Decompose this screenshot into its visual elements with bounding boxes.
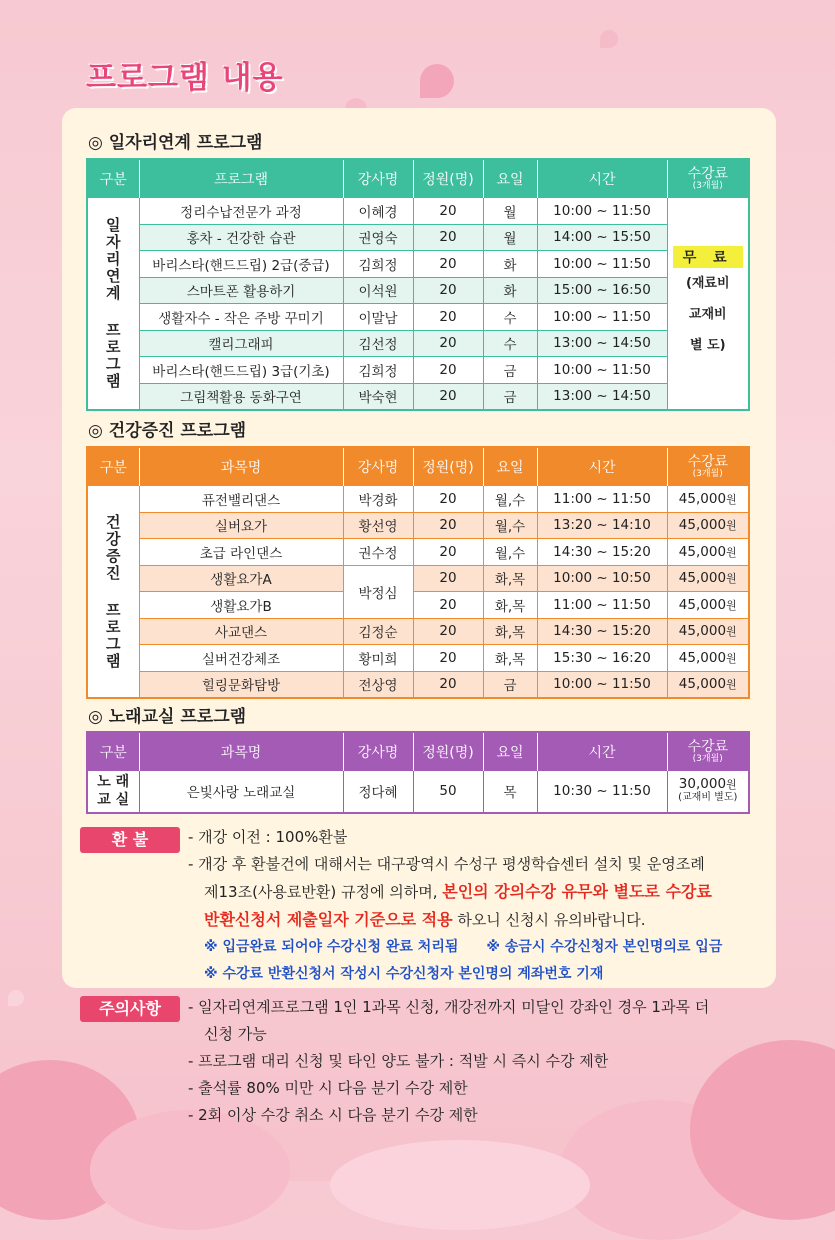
day: 월,수 — [483, 486, 537, 513]
table-row — [87, 330, 749, 357]
table-row — [87, 512, 749, 539]
fee — [667, 618, 749, 645]
table-row — [87, 645, 749, 672]
category-cell — [87, 198, 139, 411]
fee-amount: 45,000 — [678, 490, 727, 507]
col-category: 구분 — [87, 159, 139, 198]
col-category: 구분 — [87, 447, 139, 486]
col-time: 시간 — [537, 159, 667, 198]
fee-amount: 45,000 — [678, 676, 727, 693]
category-label: 일자리연계 프로그램 — [103, 217, 122, 390]
fee-amount: 45,000 — [678, 543, 727, 560]
col-category: 구분 — [87, 732, 139, 771]
fee — [667, 486, 749, 513]
capacity: 20 — [413, 357, 483, 384]
col-day: 요일 — [483, 447, 537, 486]
caution-tag: 주의사항 — [80, 996, 180, 1022]
fee — [667, 565, 749, 592]
fee — [667, 671, 749, 698]
subject-name: 실버건강체조 — [139, 645, 343, 672]
col-day: 요일 — [483, 732, 537, 771]
fee-unit: 원 — [726, 651, 737, 665]
fee-unit: 원 — [726, 625, 737, 639]
instructor: 이혜경 — [343, 198, 413, 225]
time: 10:00 ~ 11:50 — [537, 304, 667, 331]
time: 15:00 ~ 16:50 — [537, 277, 667, 304]
fee-amount: 45,000 — [678, 649, 727, 666]
caution-line: - 출석률 80% 미만 시 다음 분기 수강 제한 — [188, 1079, 468, 1097]
col-fee: 수강료 (3개월) — [667, 447, 749, 486]
instructor: 김정순 — [343, 618, 413, 645]
time: 10:00 ~ 11:50 — [537, 357, 667, 384]
table-row — [87, 618, 749, 645]
instructor: 박정심 — [343, 565, 413, 618]
instructor: 박숙현 — [343, 383, 413, 410]
col-program: 프로그램 — [139, 159, 343, 198]
day: 금 — [483, 357, 537, 384]
capacity: 20 — [413, 618, 483, 645]
program-name: 정리수납전문가 과정 — [139, 198, 343, 225]
fee-amount: 45,000 — [678, 570, 727, 587]
refund-note: ※ 수강료 반환신청서 작성시 수강신청자 본인명의 계좌번호 기재 — [204, 966, 604, 982]
table-row — [87, 486, 749, 513]
refund-line: - 개강 후 환불건에 대해서는 대구광역시 수성구 평생학습센터 설치 및 운영조례 — [188, 855, 705, 873]
caution-line: - 2회 이상 수강 취소 시 다음 분기 수강 제한 — [188, 1106, 478, 1124]
col-fee: 수강료 (3개월) — [667, 159, 749, 198]
time: 13:20 ~ 14:10 — [537, 512, 667, 539]
time: 10:00 ~ 11:50 — [537, 198, 667, 225]
job-program-table — [86, 158, 750, 411]
time: 14:30 ~ 15:20 — [537, 618, 667, 645]
instructor: 황선영 — [343, 512, 413, 539]
instructor: 이석원 — [343, 277, 413, 304]
day: 월,수 — [483, 539, 537, 566]
instructor: 김희정 — [343, 357, 413, 384]
time: 13:00 ~ 14:50 — [537, 330, 667, 357]
table-row — [87, 671, 749, 698]
fee — [667, 539, 749, 566]
instructor: 이말남 — [343, 304, 413, 331]
instructor: 정다혜 — [343, 771, 413, 813]
table-row — [87, 198, 749, 225]
blossom-decoration — [420, 64, 454, 98]
table-row — [87, 771, 749, 813]
program-name: 캘리그래피 — [139, 330, 343, 357]
fee-amount: 45,000 — [678, 517, 727, 534]
day: 월,수 — [483, 512, 537, 539]
program-name: 생활자수 - 작은 주방 꾸미기 — [139, 304, 343, 331]
health-program-title: ◎ 건강증진 프로그램 — [88, 421, 247, 441]
caution-line: - 프로그램 대리 신청 및 타인 양도 불가 : 적발 시 즉시 수강 제한 — [188, 1052, 609, 1070]
day: 월 — [483, 224, 537, 251]
table-row — [87, 357, 749, 384]
table-row — [87, 592, 749, 619]
fee-unit: 원 — [726, 519, 737, 533]
col-subject: 과목명 — [139, 732, 343, 771]
fee-unit: 원 — [726, 492, 737, 506]
day: 금 — [483, 383, 537, 410]
day: 수 — [483, 304, 537, 331]
singing-program-title: ◎ 노래교실 프로그램 — [88, 707, 247, 727]
refund-line: 반환신청서 제출일자 기준으로 적용 하오니 신청시 유의바랍니다. — [204, 910, 646, 929]
table-header — [87, 159, 749, 198]
instructor: 김희정 — [343, 251, 413, 278]
col-instructor: 강사명 — [343, 732, 413, 771]
day: 수 — [483, 330, 537, 357]
subject-name: 사교댄스 — [139, 618, 343, 645]
day: 화,목 — [483, 645, 537, 672]
fee-note: 별 도) — [689, 338, 726, 353]
time: 10:00 ~ 11:50 — [537, 251, 667, 278]
page-title: 프로그램 내용 — [86, 60, 284, 96]
instructor: 전상영 — [343, 671, 413, 698]
instructor: 박경화 — [343, 486, 413, 513]
col-capacity: 정원(명) — [413, 159, 483, 198]
program-name: 홍차 - 건강한 습관 — [139, 224, 343, 251]
fee-note: 교재비 — [688, 307, 727, 322]
day: 화 — [483, 277, 537, 304]
capacity: 20 — [413, 304, 483, 331]
day: 화,목 — [483, 565, 537, 592]
fee-amount: 45,000 — [678, 623, 727, 640]
fee — [667, 592, 749, 619]
col-instructor: 강사명 — [343, 447, 413, 486]
time: 10:00 ~ 11:50 — [537, 671, 667, 698]
capacity: 50 — [413, 771, 483, 813]
capacity: 20 — [413, 565, 483, 592]
capacity: 20 — [413, 671, 483, 698]
program-name: 스마트폰 활용하기 — [139, 277, 343, 304]
time: 14:00 ~ 15:50 — [537, 224, 667, 251]
cloud-decoration — [330, 1140, 590, 1230]
fee-cell — [667, 198, 749, 411]
blossom-decoration — [600, 30, 618, 48]
capacity: 20 — [413, 251, 483, 278]
capacity: 20 — [413, 592, 483, 619]
fee-amount: 45,000 — [678, 596, 727, 613]
day: 화 — [483, 251, 537, 278]
table-row — [87, 539, 749, 566]
table-row — [87, 565, 749, 592]
refund-notes — [188, 824, 722, 988]
job-program-title: ◎ 일자리연계 프로그램 — [88, 133, 263, 153]
instructor: 김선정 — [343, 330, 413, 357]
program-name: 바리스타(핸드드립) 2급(중급) — [139, 251, 343, 278]
col-time: 시간 — [537, 732, 667, 771]
capacity: 20 — [413, 224, 483, 251]
category-label: 건강증진 프로그램 — [103, 513, 122, 670]
subject-name: 초급 라인댄스 — [139, 539, 343, 566]
instructor: 황미희 — [343, 645, 413, 672]
col-subject: 과목명 — [139, 447, 343, 486]
day: 목 — [483, 771, 537, 813]
col-capacity: 정원(명) — [413, 732, 483, 771]
category-cell — [87, 486, 139, 699]
time: 10:30 ~ 11:50 — [537, 771, 667, 813]
subject-name: 생활요가B — [139, 592, 343, 619]
time: 14:30 ~ 15:20 — [537, 539, 667, 566]
table-header — [87, 447, 749, 486]
fee-free: 무 료 — [673, 246, 743, 268]
time: 10:00 ~ 10:50 — [537, 565, 667, 592]
refund-line: - 개강 이전 : 100%환불 — [188, 828, 348, 846]
table-row — [87, 224, 749, 251]
caution-line: 신청 가능 — [204, 1025, 267, 1043]
day: 화,목 — [483, 618, 537, 645]
subject-name: 퓨전밸리댄스 — [139, 486, 343, 513]
fee-note: (재료비 — [685, 276, 730, 291]
subject-name: 생활요가A — [139, 565, 343, 592]
refund-note: ※ 입금완료 되어야 수강신청 완료 처리됨 ※ 송금시 수강신청자 본인명의로 입금 — [204, 939, 723, 955]
capacity: 20 — [413, 330, 483, 357]
capacity: 20 — [413, 539, 483, 566]
refund-tag: 환 불 — [80, 827, 180, 853]
col-capacity: 정원(명) — [413, 447, 483, 486]
time: 13:00 ~ 14:50 — [537, 383, 667, 410]
fee-unit: 원 — [726, 678, 737, 692]
caution-notes — [188, 994, 709, 1129]
table-row — [87, 277, 749, 304]
program-name: 그림책활용 동화구연 — [139, 383, 343, 410]
time: 11:00 ~ 11:50 — [537, 592, 667, 619]
blossom-decoration — [8, 990, 24, 1006]
day: 금 — [483, 671, 537, 698]
fee — [667, 645, 749, 672]
day: 월 — [483, 198, 537, 225]
health-program-table — [86, 446, 750, 699]
capacity: 20 — [413, 486, 483, 513]
singing-program-table — [86, 731, 750, 814]
refund-line: 제13조(사용료반환) 규정에 의하며, 본인의 강의수강 유무와 별도로 수강료 — [204, 882, 712, 901]
capacity: 20 — [413, 512, 483, 539]
fee-unit: 원 — [726, 598, 737, 612]
capacity: 20 — [413, 645, 483, 672]
instructor: 권수정 — [343, 539, 413, 566]
table-header — [87, 732, 749, 771]
time: 15:30 ~ 16:20 — [537, 645, 667, 672]
subject-name: 실버요가 — [139, 512, 343, 539]
capacity: 20 — [413, 277, 483, 304]
program-name: 바리스타(핸드드립) 3급(기초) — [139, 357, 343, 384]
fee — [667, 512, 749, 539]
capacity: 20 — [413, 198, 483, 225]
category-cell: 노 래 교 실 — [87, 771, 139, 813]
col-time: 시간 — [537, 447, 667, 486]
fee: 30,000원 (교재비 별도) — [667, 771, 749, 813]
caution-line: - 일자리연계프로그램 1인 1과목 신청, 개강전까지 미달인 강좌인 경우 1과목 더 — [188, 998, 710, 1016]
table-row — [87, 383, 749, 410]
time: 11:00 ~ 11:50 — [537, 486, 667, 513]
col-instructor: 강사명 — [343, 159, 413, 198]
capacity: 20 — [413, 383, 483, 410]
subject-name: 은빛사랑 노래교실 — [139, 771, 343, 813]
table-row — [87, 251, 749, 278]
table-row — [87, 304, 749, 331]
col-day: 요일 — [483, 159, 537, 198]
instructor: 권영숙 — [343, 224, 413, 251]
day: 화,목 — [483, 592, 537, 619]
fee-unit: 원 — [726, 545, 737, 559]
subject-name: 힐링문화탐방 — [139, 671, 343, 698]
col-fee: 수강료 (3개월) — [667, 732, 749, 771]
fee-unit: 원 — [726, 572, 737, 586]
